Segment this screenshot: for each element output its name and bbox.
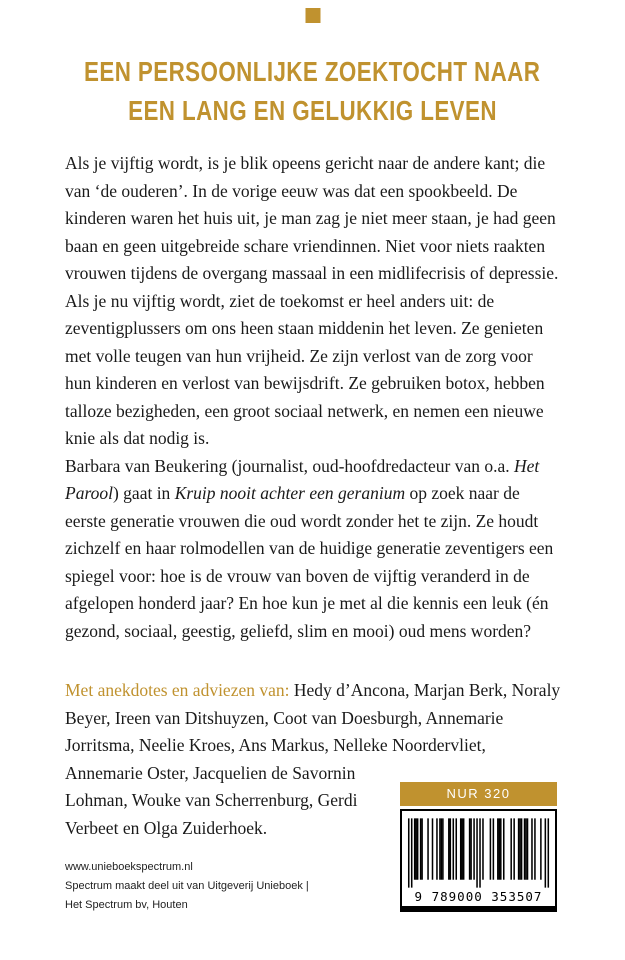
tagline-line2: EEN LANG EN GELUKKIG LEVEN bbox=[128, 95, 497, 126]
tagline-line1: EEN PERSOONLIJKE ZOEKTOCHT NAAR bbox=[84, 56, 541, 87]
blurb-segment: ) gaat in bbox=[112, 483, 175, 503]
blurb-segment: Barbara van Beukering (journalist, oud-hoofdredacteur van o.a. bbox=[65, 455, 515, 476]
barcode-block bbox=[400, 782, 557, 912]
footer-publisher-line2: Het Spectrum bv, Houten bbox=[65, 899, 188, 911]
contributors-lead: Met anekdotes en adviezen van: bbox=[65, 680, 290, 700]
blurb-paragraph-1: Als je vijftig wordt, is je blik opeens gericht naar de andere kant; die van ‘de ouderen’. In de vorige eeuw was dat een spookbeeld. De kinderen waren het huis uit, je man zag je niet meer staan, je had geen baan en geen uitgebreide schare vriendinnen. Niet voor niets raakten vrouwen tijdens de overgang massaal in een midlifecrisis of depressie. Als je nu vijftig wordt, ziet de toekomst er heel anders uit: de zeventigplussers om ons heen staan middenin het leven. Ze genieten met volle teugen van hun vrijheid. Ze zijn verlost van de zorg voor hun kinderen en verlost van bewijsdrift. Ze gebruiken botox, hebben talloze bezigheden, een groot sociaal netwerk, en nemen een nieuwe knie als dat nodig is. bbox=[65, 153, 559, 448]
title-reference-geranium: Kruip nooit achter een geranium bbox=[174, 483, 406, 503]
barcode bbox=[400, 809, 557, 912]
contributors-names: Hedy d’Ancona, Marjan Berk, Noraly Beyer, Ireen van Ditshuyzen, Coot van Doesburgh, Annemarie Jorritsma, Neelie Kroes, Ans Markus, Nelleke Noordervliet, Annemarie Oster, Jacquelien de Savornin Lohman, Wouke van Scherrenburg, Gerdi Verbeet en Olga Zuiderhoek. bbox=[65, 680, 561, 838]
publisher-logo-icon bbox=[305, 8, 320, 23]
barcode-bars bbox=[406, 818, 551, 888]
blurb-paragraph-2 bbox=[65, 453, 562, 646]
title-reference-parool: Het Parool bbox=[65, 455, 540, 503]
tagline bbox=[0, 52, 625, 130]
footer-publisher-line1: Spectrum maakt deel uit van Uitgeverij Unieboek | bbox=[65, 880, 309, 892]
footer-website: www.unieboekspectrum.nl bbox=[65, 861, 193, 873]
barcode-number: 9 789000 353507 bbox=[414, 889, 543, 904]
nur-badge: NUR 320 bbox=[400, 782, 557, 806]
imprint-block bbox=[65, 858, 309, 915]
blurb-segment: op zoek naar de eerste generatie vrouwen die oud wordt zonder het te zijn. Ze houdt zichzelf en haar rolmodellen van de huidige generatie zeventigers een spiegel voor: hoe is de vrouw van boven de vijftig veranderd in de afgelopen honderd jaar? En hoe kun je met al die kennis een leuk (én gezond, sociaal, geestig, geliefd, slim en mooi) oud mens worden? bbox=[65, 483, 554, 641]
